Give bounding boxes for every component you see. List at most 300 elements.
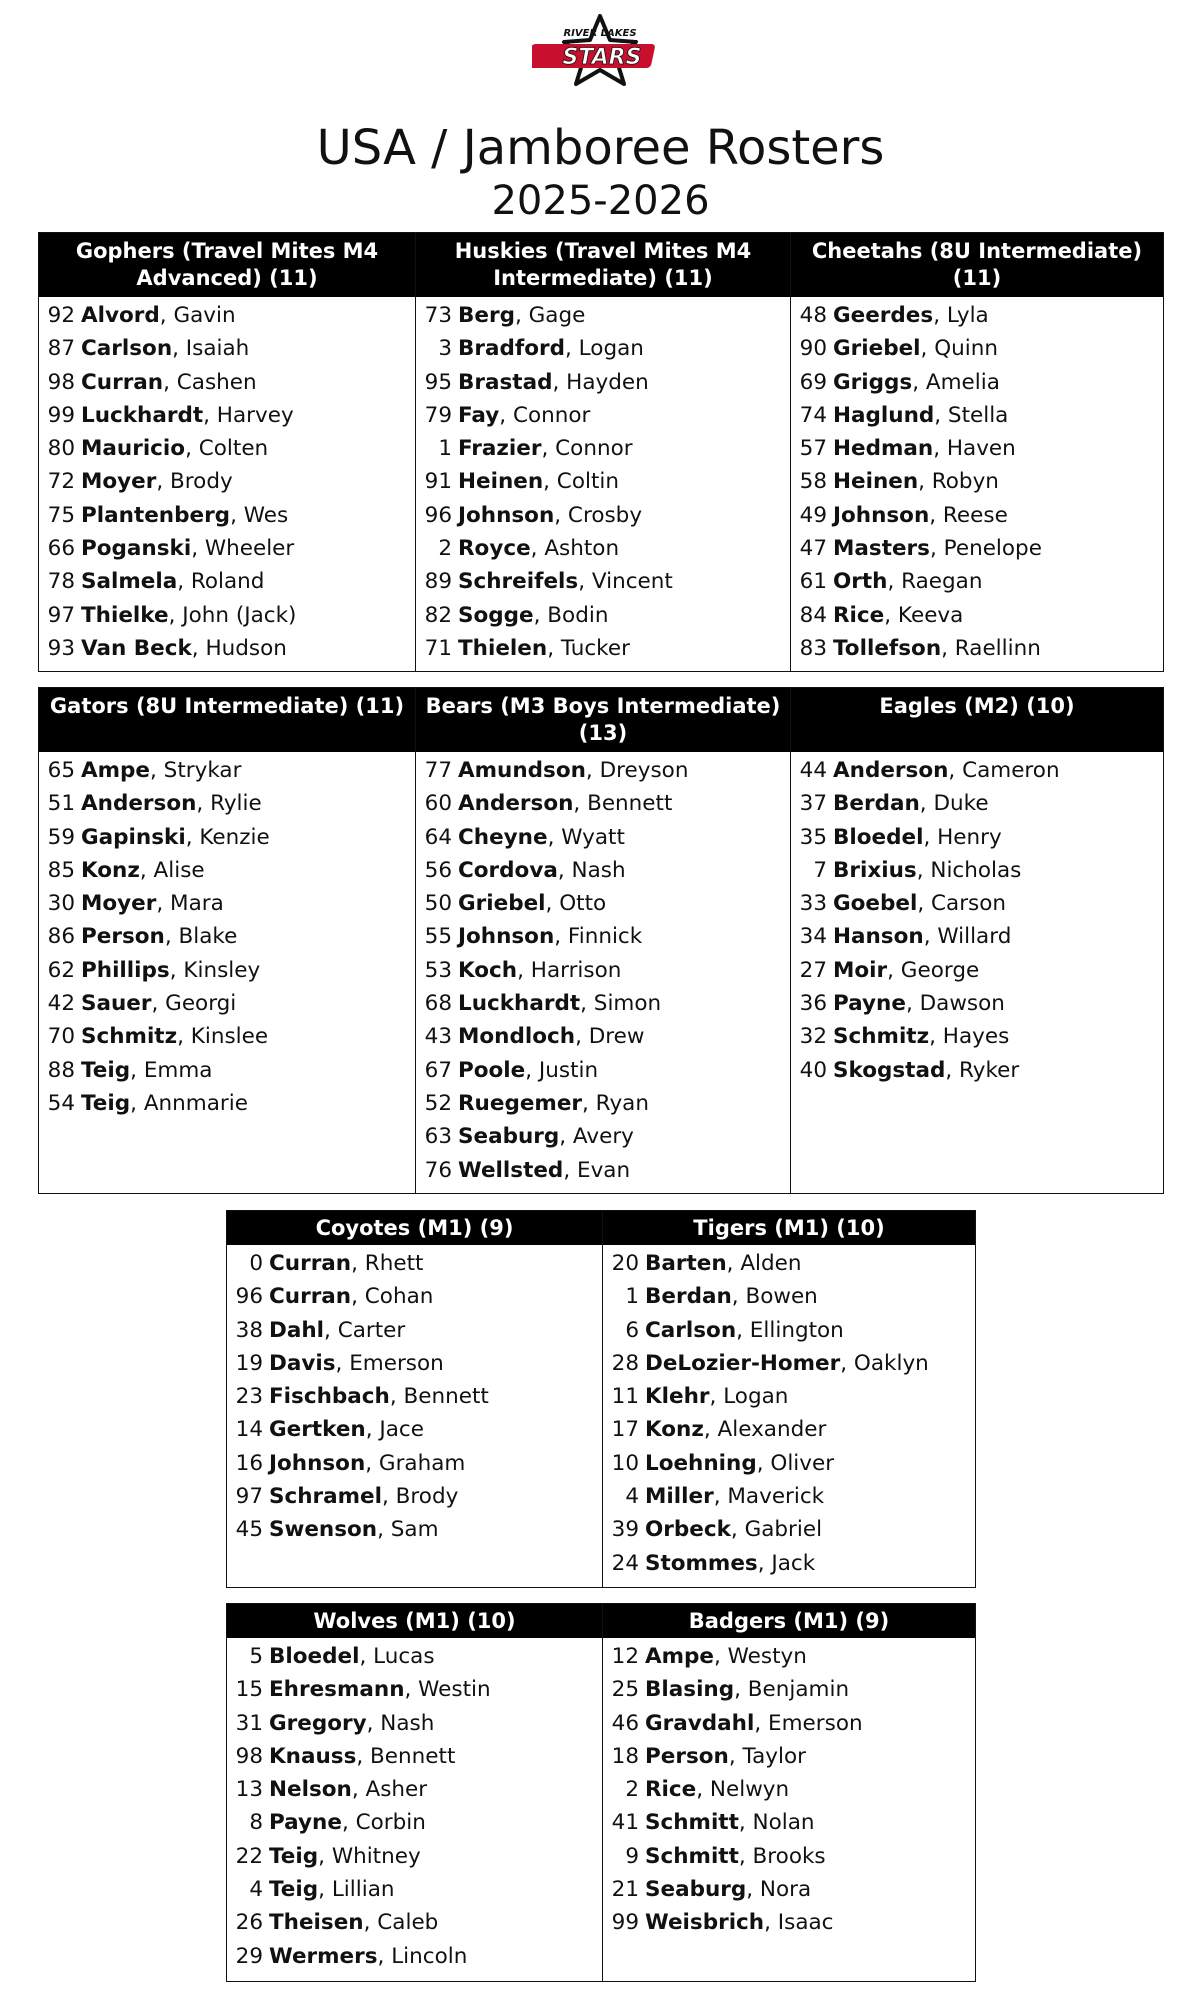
player-name [833, 536, 1042, 561]
jersey-number: 43 [424, 1024, 452, 1050]
player-name [645, 1417, 826, 1442]
player-row [227, 1451, 602, 1484]
player-list [791, 752, 1163, 1091]
player-last-name: Cordova [458, 857, 558, 883]
jersey-number: 49 [799, 502, 827, 528]
player-row [39, 403, 415, 436]
player-name [81, 336, 249, 361]
player-row [603, 1777, 975, 1810]
player-first-name: , Gage [514, 303, 586, 328]
player-name [269, 1711, 434, 1736]
player-name [458, 991, 661, 1016]
player-last-name: Person [645, 1743, 729, 1769]
player-row [791, 791, 1163, 824]
player-row [39, 1091, 415, 1124]
team-header-line: (13) [578, 721, 628, 745]
jersey-number: 93 [47, 635, 75, 661]
player-name [81, 858, 205, 883]
player-last-name: Brastad [458, 369, 553, 395]
player-name [269, 1517, 439, 1542]
jersey-number: 55 [424, 924, 452, 950]
player-row [39, 1024, 415, 1057]
player-last-name: Berg [458, 303, 515, 328]
player-name [81, 370, 257, 395]
player-row [39, 891, 415, 924]
player-last-name: Hedman [833, 436, 934, 462]
team-header [39, 233, 415, 297]
jersey-number: 84 [799, 602, 827, 628]
player-first-name: , Mara [156, 891, 224, 917]
player-last-name: Stommes [645, 1550, 758, 1576]
player-name [81, 991, 236, 1016]
jersey-number: 95 [424, 369, 452, 395]
player-row [39, 503, 415, 536]
team-header [227, 1211, 602, 1245]
player-first-name: , Gavin [159, 303, 236, 328]
jersey-number: 32 [799, 1024, 827, 1050]
jersey-number: 36 [799, 991, 827, 1017]
jersey-number: 9 [625, 1843, 639, 1869]
player-first-name: , Kenzie [185, 824, 270, 850]
jersey-number: 5 [249, 1644, 263, 1669]
player-row [416, 503, 790, 536]
player-row [603, 1910, 975, 1943]
player-row [39, 1058, 415, 1091]
jersey-number: 41 [611, 1810, 639, 1836]
player-name [269, 1844, 421, 1869]
player-first-name: , Cohan [351, 1284, 434, 1310]
player-first-name: , Penelope [929, 536, 1042, 562]
player-first-name: , Raegan [887, 569, 983, 595]
player-first-name: , George [887, 957, 980, 983]
team-column-tigers [602, 1211, 975, 1587]
player-first-name: , Alden [726, 1251, 802, 1276]
player-first-name: , Rhett [351, 1251, 424, 1276]
player-last-name: Schmitz [81, 1024, 178, 1050]
jersey-number: 52 [424, 1090, 452, 1116]
roster-grid-2 [38, 687, 1164, 1194]
player-first-name: , Maverick [713, 1484, 825, 1510]
team-header-line: Intermediate) (11) [493, 266, 713, 290]
jersey-number: 89 [424, 569, 452, 595]
player-first-name: , Alise [139, 857, 205, 883]
roster-grid-1 [38, 232, 1164, 672]
jersey-number: 73 [424, 303, 452, 328]
player-name [833, 403, 1008, 428]
player-last-name: Sauer [81, 991, 152, 1017]
player-last-name: Frazier [458, 436, 542, 462]
player-first-name: , Cashen [163, 369, 257, 395]
jersey-number: 97 [47, 602, 75, 628]
player-row [416, 303, 790, 336]
player-first-name: , Kinslee [177, 1024, 269, 1050]
jersey-number: 1 [438, 436, 452, 462]
player-name [645, 1844, 826, 1869]
player-row [39, 436, 415, 469]
player-name [81, 1058, 212, 1083]
player-row [39, 536, 415, 569]
player-last-name: Loehning [645, 1450, 757, 1476]
player-name [81, 825, 270, 850]
player-row [603, 1877, 975, 1910]
player-name [269, 1384, 489, 1409]
player-row [227, 1677, 602, 1710]
player-row [416, 791, 790, 824]
player-name [458, 1024, 644, 1049]
player-name [458, 403, 590, 428]
player-name [458, 1124, 634, 1149]
player-name [645, 1677, 849, 1702]
player-last-name: Geerdes [833, 303, 934, 328]
player-first-name: , Logan [565, 336, 644, 362]
player-row [227, 1877, 602, 1910]
player-first-name: , Blake [164, 924, 238, 950]
player-row [603, 1644, 975, 1677]
jersey-number: 35 [799, 824, 827, 850]
player-name [458, 1091, 649, 1116]
jersey-number: 39 [611, 1517, 639, 1543]
player-row [227, 1417, 602, 1450]
jersey-number: 28 [611, 1350, 639, 1376]
player-first-name: , Bowen [731, 1284, 818, 1310]
player-last-name: Schreifels [458, 569, 579, 595]
player-row [603, 1384, 975, 1417]
jersey-number: 2 [625, 1777, 639, 1803]
player-first-name: , Oliver [756, 1450, 835, 1476]
jersey-number: 56 [424, 857, 452, 883]
player-last-name: Gertken [269, 1417, 366, 1443]
player-row [791, 469, 1163, 502]
player-name [269, 1877, 395, 1902]
jersey-number: 45 [235, 1517, 263, 1543]
player-first-name: , Whitney [318, 1843, 421, 1869]
player-first-name: , Bennett [356, 1743, 456, 1769]
jersey-number: 96 [235, 1284, 263, 1310]
player-first-name: , Otto [545, 891, 607, 917]
player-last-name: Poganski [81, 536, 192, 562]
season-year: 2025-2026 [491, 178, 710, 224]
player-first-name: , Emerson [335, 1350, 444, 1376]
player-first-name: , Lincoln [377, 1943, 468, 1969]
player-first-name: , Lyla [933, 303, 989, 328]
jersey-number: 96 [424, 502, 452, 528]
jersey-number: 70 [47, 1024, 75, 1050]
player-last-name: Cheyne [458, 824, 548, 850]
player-first-name: , Georgi [151, 991, 237, 1017]
jersey-number: 98 [47, 369, 75, 395]
team-column-badgers [602, 1604, 975, 1981]
player-row [227, 1844, 602, 1877]
jersey-number: 72 [47, 469, 75, 495]
player-last-name: Ampe [645, 1644, 715, 1669]
player-name [81, 1024, 268, 1049]
player-name [458, 1158, 630, 1183]
player-list [39, 297, 415, 669]
player-name [269, 1484, 458, 1509]
jersey-number: 7 [813, 857, 827, 883]
player-last-name: Koch [458, 957, 518, 983]
player-last-name: Alvord [81, 303, 160, 328]
player-last-name: Rice [833, 602, 885, 628]
player-row [227, 1384, 602, 1417]
team-header [791, 233, 1163, 297]
player-name [458, 758, 688, 783]
team-header-line: Eagles (M2) (10) [879, 694, 1075, 718]
jersey-number: 18 [611, 1743, 639, 1769]
player-row [39, 303, 415, 336]
player-name [81, 958, 260, 983]
jersey-number: 22 [235, 1843, 263, 1869]
player-last-name: Van Beck [81, 635, 192, 661]
player-last-name: Thielke [81, 602, 169, 628]
player-last-name: Plantenberg [81, 502, 231, 528]
player-last-name: Anderson [81, 791, 197, 817]
player-row [791, 336, 1163, 369]
player-row [603, 1810, 975, 1843]
player-name [645, 1351, 929, 1376]
player-first-name: , Nash [366, 1710, 435, 1736]
team-column-gophers [39, 233, 415, 671]
player-row [39, 991, 415, 1024]
player-row [416, 891, 790, 924]
player-name [645, 1711, 863, 1736]
team-header-line: Huskies (Travel Mites M4 [454, 239, 752, 263]
player-row [227, 1810, 602, 1843]
player-last-name: Schmitt [645, 1810, 739, 1836]
jersey-number: 88 [47, 1057, 75, 1083]
player-first-name: , Tucker [547, 635, 630, 661]
team-header-line: Cheetahs (8U Intermediate) [811, 239, 1143, 263]
player-first-name: , Connor [499, 402, 591, 428]
player-name [458, 825, 625, 850]
player-last-name: Teig [81, 1057, 131, 1083]
player-name [458, 791, 672, 816]
player-name [833, 958, 979, 983]
team-column-wolves [227, 1604, 602, 1981]
player-name [81, 636, 287, 661]
player-first-name: , Amelia [912, 369, 1000, 395]
player-row [39, 569, 415, 602]
jersey-number: 79 [424, 402, 452, 428]
player-first-name: , Strykar [150, 758, 242, 783]
player-row [791, 636, 1163, 669]
team-header [791, 688, 1163, 752]
player-row [39, 603, 415, 636]
player-last-name: Theisen [269, 1910, 364, 1936]
player-first-name: , Stella [934, 402, 1009, 428]
team-column-gators [39, 688, 415, 1193]
player-row [227, 1318, 602, 1351]
jersey-number: 71 [424, 635, 452, 661]
player-name [645, 1877, 811, 1902]
jersey-number: 23 [235, 1384, 263, 1410]
jersey-number: 24 [611, 1550, 639, 1576]
player-last-name: Brixius [833, 857, 917, 883]
player-name [833, 436, 1016, 461]
player-first-name: , Taylor [728, 1743, 806, 1769]
player-last-name: Ampe [81, 758, 151, 783]
player-first-name: , Nolan [738, 1810, 815, 1836]
player-name [833, 1024, 1009, 1049]
player-last-name: Luckhardt [81, 402, 204, 428]
player-first-name: , Kinsley [169, 957, 261, 983]
jersey-number: 8 [249, 1810, 263, 1836]
player-last-name: Hanson [833, 924, 924, 950]
player-first-name: , Westyn [714, 1644, 807, 1669]
player-name [833, 603, 963, 628]
player-name [645, 1744, 806, 1769]
player-name [458, 370, 649, 395]
jersey-number: 13 [235, 1777, 263, 1803]
team-header [603, 1604, 975, 1638]
jersey-number: 86 [47, 924, 75, 950]
player-first-name: , Quinn [920, 336, 998, 362]
player-last-name: Thielen [458, 635, 548, 661]
team-header-line: Bears (M3 Boys Intermediate) [425, 694, 781, 718]
player-last-name: Skogstad [833, 1057, 946, 1083]
jersey-number: 37 [799, 791, 827, 817]
player-row [227, 1744, 602, 1777]
jersey-number: 68 [424, 991, 452, 1017]
player-first-name: , Ryan [582, 1090, 649, 1116]
team-header [39, 688, 415, 752]
player-last-name: Fay [458, 402, 500, 428]
jersey-number: 17 [611, 1417, 639, 1443]
player-row [791, 1058, 1163, 1091]
player-row [416, 603, 790, 636]
player-row [603, 1318, 975, 1351]
team-column-bears [415, 688, 790, 1193]
jersey-number: 54 [47, 1090, 75, 1116]
jersey-number: 31 [235, 1710, 263, 1736]
player-name [81, 791, 262, 816]
player-last-name: Ehresmann [269, 1677, 405, 1703]
player-last-name: Davis [269, 1350, 336, 1376]
player-name [645, 1644, 807, 1669]
player-first-name: , Cameron [948, 758, 1060, 783]
player-list [39, 752, 415, 1124]
player-name [833, 758, 1060, 783]
player-name [458, 958, 621, 983]
player-row [416, 469, 790, 502]
player-first-name: , Keeva [884, 602, 964, 628]
player-last-name: Phillips [81, 957, 170, 983]
jersey-number: 85 [47, 857, 75, 883]
player-name [833, 503, 1008, 528]
player-row [791, 603, 1163, 636]
player-last-name: Teig [269, 1877, 319, 1903]
player-first-name: , Vincent [578, 569, 673, 595]
team-header [603, 1211, 975, 1245]
player-last-name: Heinen [458, 469, 544, 495]
jersey-number: 38 [235, 1317, 263, 1343]
player-row [791, 403, 1163, 436]
player-row [791, 758, 1163, 791]
player-name [833, 336, 998, 361]
player-name [269, 1944, 467, 1969]
player-row [227, 1644, 602, 1677]
player-name [458, 336, 644, 361]
player-first-name: , Dawson [905, 991, 1005, 1017]
jersey-number: 75 [47, 502, 75, 528]
player-first-name: , Crosby [554, 502, 643, 528]
jersey-number: 12 [611, 1644, 639, 1669]
river-lakes-stars-logo [532, 14, 668, 90]
jersey-number: 48 [799, 303, 827, 328]
player-name [833, 469, 999, 494]
jersey-number: 80 [47, 436, 75, 462]
player-first-name: , Graham [365, 1450, 466, 1476]
player-first-name: , Corbin [341, 1810, 426, 1836]
jersey-number: 66 [47, 536, 75, 562]
page-title: USA / Jamboree Rosters [316, 120, 885, 176]
jersey-number: 99 [47, 402, 75, 428]
player-row [603, 1417, 975, 1450]
player-first-name: , Ellington [736, 1317, 844, 1343]
player-name [833, 825, 1002, 850]
player-last-name: Schmitz [833, 1024, 930, 1050]
player-last-name: Griebel [833, 336, 921, 362]
player-first-name: , Isaiah [172, 336, 250, 362]
player-last-name: Sogge [458, 602, 534, 628]
jersey-number: 29 [235, 1943, 263, 1969]
player-first-name: , Alexander [703, 1417, 827, 1443]
player-first-name: , Brody [156, 469, 233, 495]
player-name [458, 636, 630, 661]
jersey-number: 92 [47, 303, 75, 328]
player-row [791, 891, 1163, 924]
player-name [833, 569, 982, 594]
jersey-number: 11 [611, 1384, 639, 1410]
player-last-name: Konz [81, 857, 140, 883]
player-row [39, 336, 415, 369]
player-name [458, 858, 626, 883]
player-row [791, 1024, 1163, 1057]
player-row [39, 858, 415, 891]
player-last-name: Bloedel [833, 824, 924, 850]
player-row [416, 370, 790, 403]
player-row [603, 1844, 975, 1877]
jersey-number: 76 [424, 1157, 452, 1183]
player-row [791, 536, 1163, 569]
jersey-number: 44 [799, 758, 827, 783]
player-row [227, 1284, 602, 1317]
player-name [269, 1777, 427, 1802]
player-name [269, 1417, 424, 1442]
player-last-name: Konz [645, 1417, 704, 1443]
player-row [227, 1910, 602, 1943]
player-last-name: Dahl [269, 1317, 325, 1343]
player-row [416, 1158, 790, 1191]
player-row [791, 569, 1163, 602]
jersey-number: 64 [424, 824, 452, 850]
player-first-name: , Colten [185, 436, 269, 462]
player-name [81, 924, 237, 949]
player-row [39, 924, 415, 957]
player-name [458, 891, 606, 916]
player-last-name: Moir [833, 957, 888, 983]
player-name [645, 1284, 818, 1309]
jersey-number: 20 [611, 1251, 639, 1276]
player-row [603, 1711, 975, 1744]
player-last-name: Nelson [269, 1777, 352, 1803]
player-last-name: Teig [269, 1843, 319, 1869]
logo-top-text: RIVER LAKES [563, 28, 637, 39]
player-first-name: , Brody [382, 1484, 459, 1510]
player-row [603, 1284, 975, 1317]
player-name [458, 603, 608, 628]
player-name [81, 569, 264, 594]
